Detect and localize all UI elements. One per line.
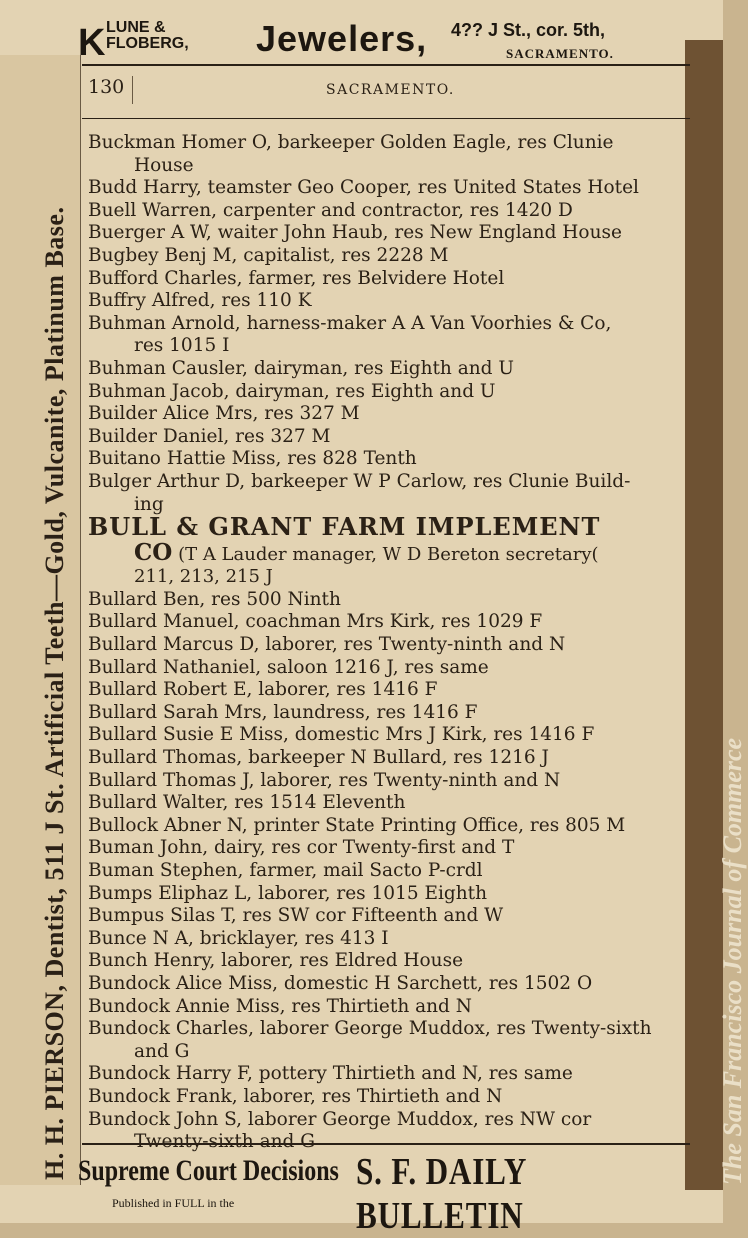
entry-continuation: res 1015 I [134, 335, 230, 357]
directory-entry [88, 815, 688, 838]
jeweler-name-2: FLOBERG, [106, 35, 189, 52]
directory-entry [88, 245, 688, 268]
entry-continuation [88, 538, 688, 567]
entry-line: Bullard Walter, res 1514 Eleventh [88, 792, 406, 814]
directory-entry [88, 471, 688, 516]
jeweler-names [106, 20, 189, 52]
entry-line: Bullard Marcus D, laborer, res Twenty-ninth and N [88, 634, 566, 656]
entry-line: Bullard Manuel, coachman Mrs Kirk, res 1029 F [88, 611, 543, 633]
directory-entry [88, 679, 688, 702]
entry-line: Bundock Frank, laborer, res Thirtieth and N [88, 1085, 503, 1107]
directory-entry [88, 837, 688, 860]
entry-line: Builder Daniel, res 327 M [88, 425, 331, 447]
jeweler-city: SACRAMENTO. [506, 46, 614, 61]
entry-co: CO [134, 538, 173, 566]
directory-entry [88, 448, 688, 471]
entry-line: Bundock John S, laborer George Muddox, res NW cor [88, 1108, 592, 1130]
directory-entry [88, 860, 688, 883]
directory-entry [88, 589, 688, 612]
entry-continuation: ing [134, 493, 164, 515]
entry-line: Bumpus Silas T, res SW cor Fifteenth and W [88, 905, 504, 927]
entry-line: Bunch Henry, laborer, res Eldred House [88, 950, 464, 972]
entry-line: Bulger Arthur D, barkeeper W P Carlow, res Clunie Build- [88, 470, 631, 492]
directory-entry [88, 200, 688, 223]
directory-entry [88, 268, 688, 291]
directory-entry [88, 657, 688, 680]
jeweler-name-1: LUNE & [106, 19, 166, 36]
bulletin-title: S. F. DAILY BULLETIN [356, 1151, 527, 1237]
jeweler-address: 4?? J St., cor. 5th, [451, 20, 606, 40]
entry-continuation: and G [134, 1040, 190, 1062]
directory-entry [88, 358, 688, 381]
entry-line: Builder Alice Mrs, res 327 M [88, 403, 360, 425]
journal-advertisement: The San Francisco Journal of Commerce [718, 737, 747, 1185]
directory-entry [88, 1109, 688, 1154]
directory-entry [88, 996, 688, 1019]
directory-entry [88, 611, 688, 634]
entry-continuation: Twenty-sixth and G [134, 1131, 316, 1153]
bulletin-advertisement [76, 1148, 686, 1237]
directory-entry [88, 792, 688, 815]
entry-line: Bullard Susie E Miss, domestic Mrs J Kirk, res 1416 F [88, 724, 595, 746]
entry-line: Bufford Charles, farmer, res Belvidere Hotel [88, 267, 505, 289]
jeweler-advertisement [76, 12, 696, 64]
page-header [82, 68, 690, 108]
directory-entry [88, 883, 688, 906]
entry-line: Bullard Thomas, barkeeper N Bullard, res 1216 J [88, 747, 549, 769]
entry-continuation: 211, 213, 215 J [134, 566, 273, 588]
entry-line: Bundock Harry F, pottery Thirtieth and N, res same [88, 1063, 573, 1085]
directory-entry [88, 702, 688, 725]
entry-line: Budd Harry, teamster Geo Cooper, res United States Hotel [88, 177, 639, 199]
entry-line: Bullard Nathaniel, saloon 1216 J, res same [88, 656, 489, 678]
entry-line: Bugbey Benj M, capitalist, res 2228 M [88, 244, 449, 266]
header-rule [82, 118, 690, 119]
entry-line: Buhman Arnold, harness-maker A A Van Voorhies & Co, [88, 312, 612, 334]
top-rule [82, 64, 690, 66]
entry-line: Buman John, dairy, res cor Twenty-first and T [88, 837, 515, 859]
entry-line: Bullard Ben, res 500 Ninth [88, 588, 341, 610]
entry-line: Bundock Charles, laborer George Muddox, res Twenty-sixth [88, 1018, 652, 1040]
directory-entry [88, 1063, 688, 1086]
running-head: SACRAMENTO. [326, 82, 455, 98]
jeweler-initial: K [78, 22, 106, 64]
directory-entry [88, 177, 688, 200]
entry-line: BULL & GRANT FARM IMPLEMENT [88, 512, 601, 542]
directory-entry [88, 381, 688, 404]
directory-entry [88, 426, 688, 449]
directory-entry [88, 132, 688, 177]
directory-entry [88, 973, 688, 996]
entry-line: Buffry Alfred, res 110 K [88, 290, 312, 312]
directory-entry [88, 222, 688, 245]
bulletin-subline: Published in FULL in the [112, 1196, 235, 1210]
entry-line: Buhman Causler, dairyman, res Eighth and U [88, 357, 514, 379]
jewelers-label: Jewelers, [256, 18, 428, 59]
entry-line: Bullard Thomas J, laborer, res Twenty-ninth and N [88, 769, 561, 791]
directory-entries [88, 132, 688, 1154]
entry-line: Bunce N A, bricklayer, res 413 I [88, 927, 389, 949]
entry-line: Buhman Jacob, dairyman, res Eighth and U [88, 380, 496, 402]
entry-line: Bullard Sarah Mrs, laundress, res 1416 F [88, 701, 478, 723]
entry-continuation: House [134, 154, 194, 176]
entry-line: Buitano Hattie Miss, res 828 Tenth [88, 448, 417, 470]
entry-line: Bullock Abner N, printer State Printing Office, res 805 M [88, 814, 626, 836]
entry-line: Buckman Homer O, barkeeper Golden Eagle, res Clunie [88, 132, 614, 153]
dentist-advertisement: H. H. PIERSON, Dentist, 511 J St. Artificial Teeth—Gold, Vulcanite, Platinum Base. [40, 206, 69, 1180]
page-number: 130 [88, 76, 133, 104]
entry-line: (T A Lauder manager, W D Bereton secretary( [172, 543, 599, 565]
directory-entry [88, 747, 688, 770]
directory-entry [88, 1018, 688, 1063]
entry-line: Buerger A W, waiter John Haub, res New England House [88, 222, 622, 244]
directory-entry [88, 724, 688, 747]
entry-line: Bullard Robert E, laborer, res 1416 F [88, 679, 438, 701]
directory-entry [88, 403, 688, 426]
supreme-court-label: Supreme Court Decisions [78, 1154, 339, 1187]
entry-line: Buman Stephen, farmer, mail Sacto P-crdl [88, 860, 483, 881]
directory-entry [88, 905, 688, 928]
directory-entry [88, 1086, 688, 1109]
business-entry [88, 512, 688, 589]
directory-entry [88, 950, 688, 973]
entry-line: Buell Warren, carpenter and contractor, res 1420 D [88, 199, 573, 221]
entry-line: Bumps Eliphaz L, laborer, res 1015 Eighth [88, 882, 488, 904]
directory-entry [88, 928, 688, 951]
directory-entry [88, 634, 688, 657]
directory-entry [88, 770, 688, 793]
entry-line: Bundock Alice Miss, domestic H Sarchett, res 1502 O [88, 972, 593, 994]
directory-entry [88, 290, 688, 313]
entry-line: Bundock Annie Miss, res Thirtieth and N [88, 995, 472, 1017]
bottom-rule [82, 1143, 690, 1145]
directory-entry [88, 313, 688, 358]
